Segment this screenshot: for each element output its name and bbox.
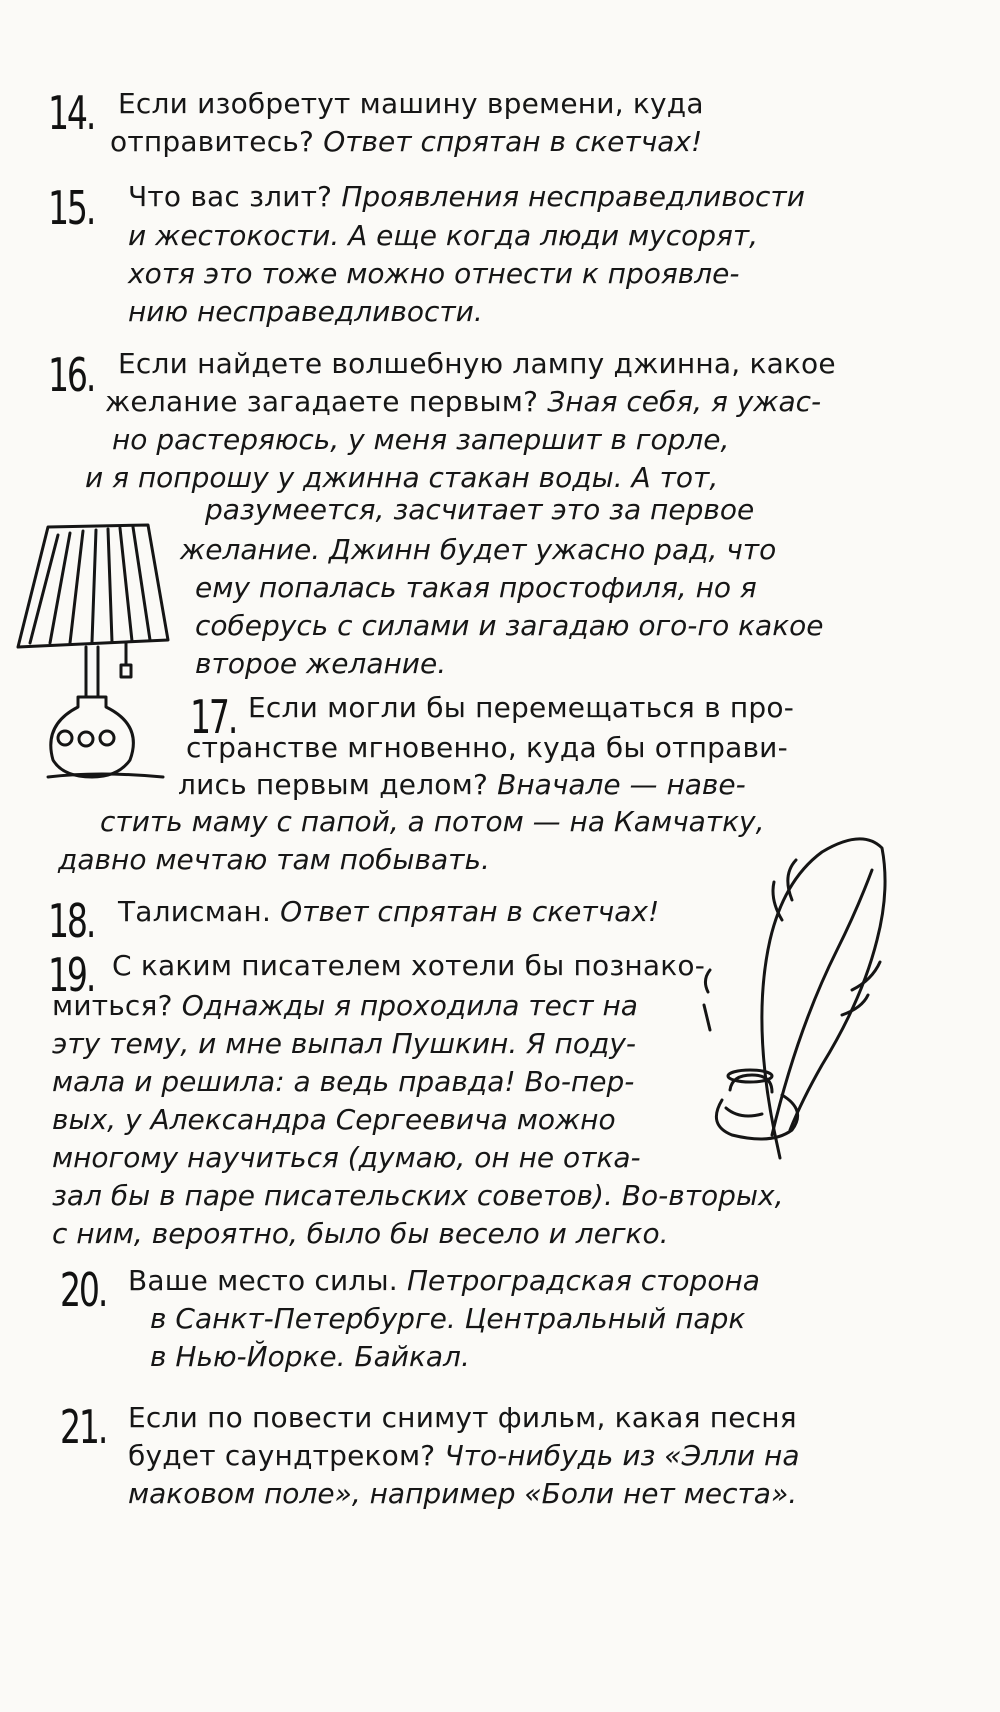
item-number-14: 14. xyxy=(48,86,95,140)
item-21-line-1: Если по повести снимут фильм, какая песня xyxy=(128,1401,797,1434)
item-20-line-1: Ваше место силы. Петроградская сторона xyxy=(128,1264,760,1297)
item-20-line-3: в Нью-Йорке. Байкал. xyxy=(150,1340,470,1373)
item-16-line-4: и я попрошу у джинна стакан воды. А тот, xyxy=(85,461,719,494)
item-15-line-2: и жестокости. А еще когда люди мусорят, xyxy=(128,219,759,252)
item-19-line-2: миться? Однажды я проходила тест на xyxy=(52,989,638,1022)
quill-and-inkwell-sketch xyxy=(712,830,902,1160)
item-16-line-6: желание. Джинн будет ужасно рад, что xyxy=(180,533,777,566)
item-19-line-8: с ним, вероятно, было бы весело и легко. xyxy=(52,1217,669,1250)
item-17-line-4: стить маму с папой, а потом — на Камчатку, xyxy=(100,805,765,838)
item-16-line-3: но растеряюсь, у меня запершит в горле, xyxy=(112,423,730,456)
item-number-21: 21. xyxy=(60,1400,107,1454)
item-14-line-2: отправитесь? Ответ спрятан в скетчах! xyxy=(110,125,703,158)
item-16-line-5: разумеется, засчитает это за первое xyxy=(205,493,755,526)
item-17-line-3: лись первым делом? Вначале — наве- xyxy=(178,768,746,801)
item-19-line-4: мала и решила: а ведь правда! Во-пер- xyxy=(52,1065,635,1098)
item-number-15: 15. xyxy=(48,181,95,235)
item-17-line-5: давно мечтаю там побывать. xyxy=(58,843,490,876)
item-16-line-7: ему попалась такая простофиля, но я xyxy=(195,571,757,604)
item-16-line-1: Если найдете волшебную лампу джинна, какое xyxy=(118,347,836,380)
item-14-line-1: Если изобретут машину времени, куда xyxy=(118,87,704,120)
item-16-line-2: желание загадаете первым? Зная себя, я ужас- xyxy=(105,385,822,418)
item-number-20: 20. xyxy=(60,1263,107,1317)
item-number-17: 17. xyxy=(190,690,237,744)
item-number-16: 16. xyxy=(48,348,95,402)
item-16-line-9: второе желание. xyxy=(195,647,447,680)
lamp-sketch xyxy=(8,515,173,780)
item-19-line-1: С каким писателем хотели бы познако- xyxy=(112,949,706,982)
item-15-line-4: нию несправедливости. xyxy=(128,295,483,328)
item-19-line-7: зал бы в паре писательских советов). Во-вторых, xyxy=(52,1179,784,1212)
item-21-line-2: будет саундтреком? Что-нибудь из «Элли на xyxy=(128,1439,800,1472)
item-19-line-5: вых, у Александра Сергеевича можно xyxy=(52,1103,616,1136)
item-18-line-1: Талисман. Ответ спрятан в скетчах! xyxy=(118,895,660,928)
item-19-line-6: многому научиться (думаю, он не отка- xyxy=(52,1141,641,1174)
item-20-line-2: в Санкт-Петербурге. Центральный парк xyxy=(150,1302,746,1335)
item-19-line-3: эту тему, и мне выпал Пушкин. Я поду- xyxy=(52,1027,636,1060)
item-21-line-3: маковом поле», например «Боли нет места». xyxy=(128,1477,798,1510)
item-15-line-3: хотя это тоже можно отнести к проявле- xyxy=(128,257,740,290)
item-17-line-1: Если могли бы перемещаться в про- xyxy=(248,691,794,724)
item-number-19: 19. xyxy=(48,948,95,1002)
item-16-line-8: соберусь с силами и загадаю ого-го какое xyxy=(195,609,824,642)
item-15-line-1: Что вас злит? Проявления несправедливости xyxy=(128,180,805,213)
item-number-18: 18. xyxy=(48,894,95,948)
item-17-line-2: странстве мгновенно, куда бы отправи- xyxy=(186,731,788,764)
